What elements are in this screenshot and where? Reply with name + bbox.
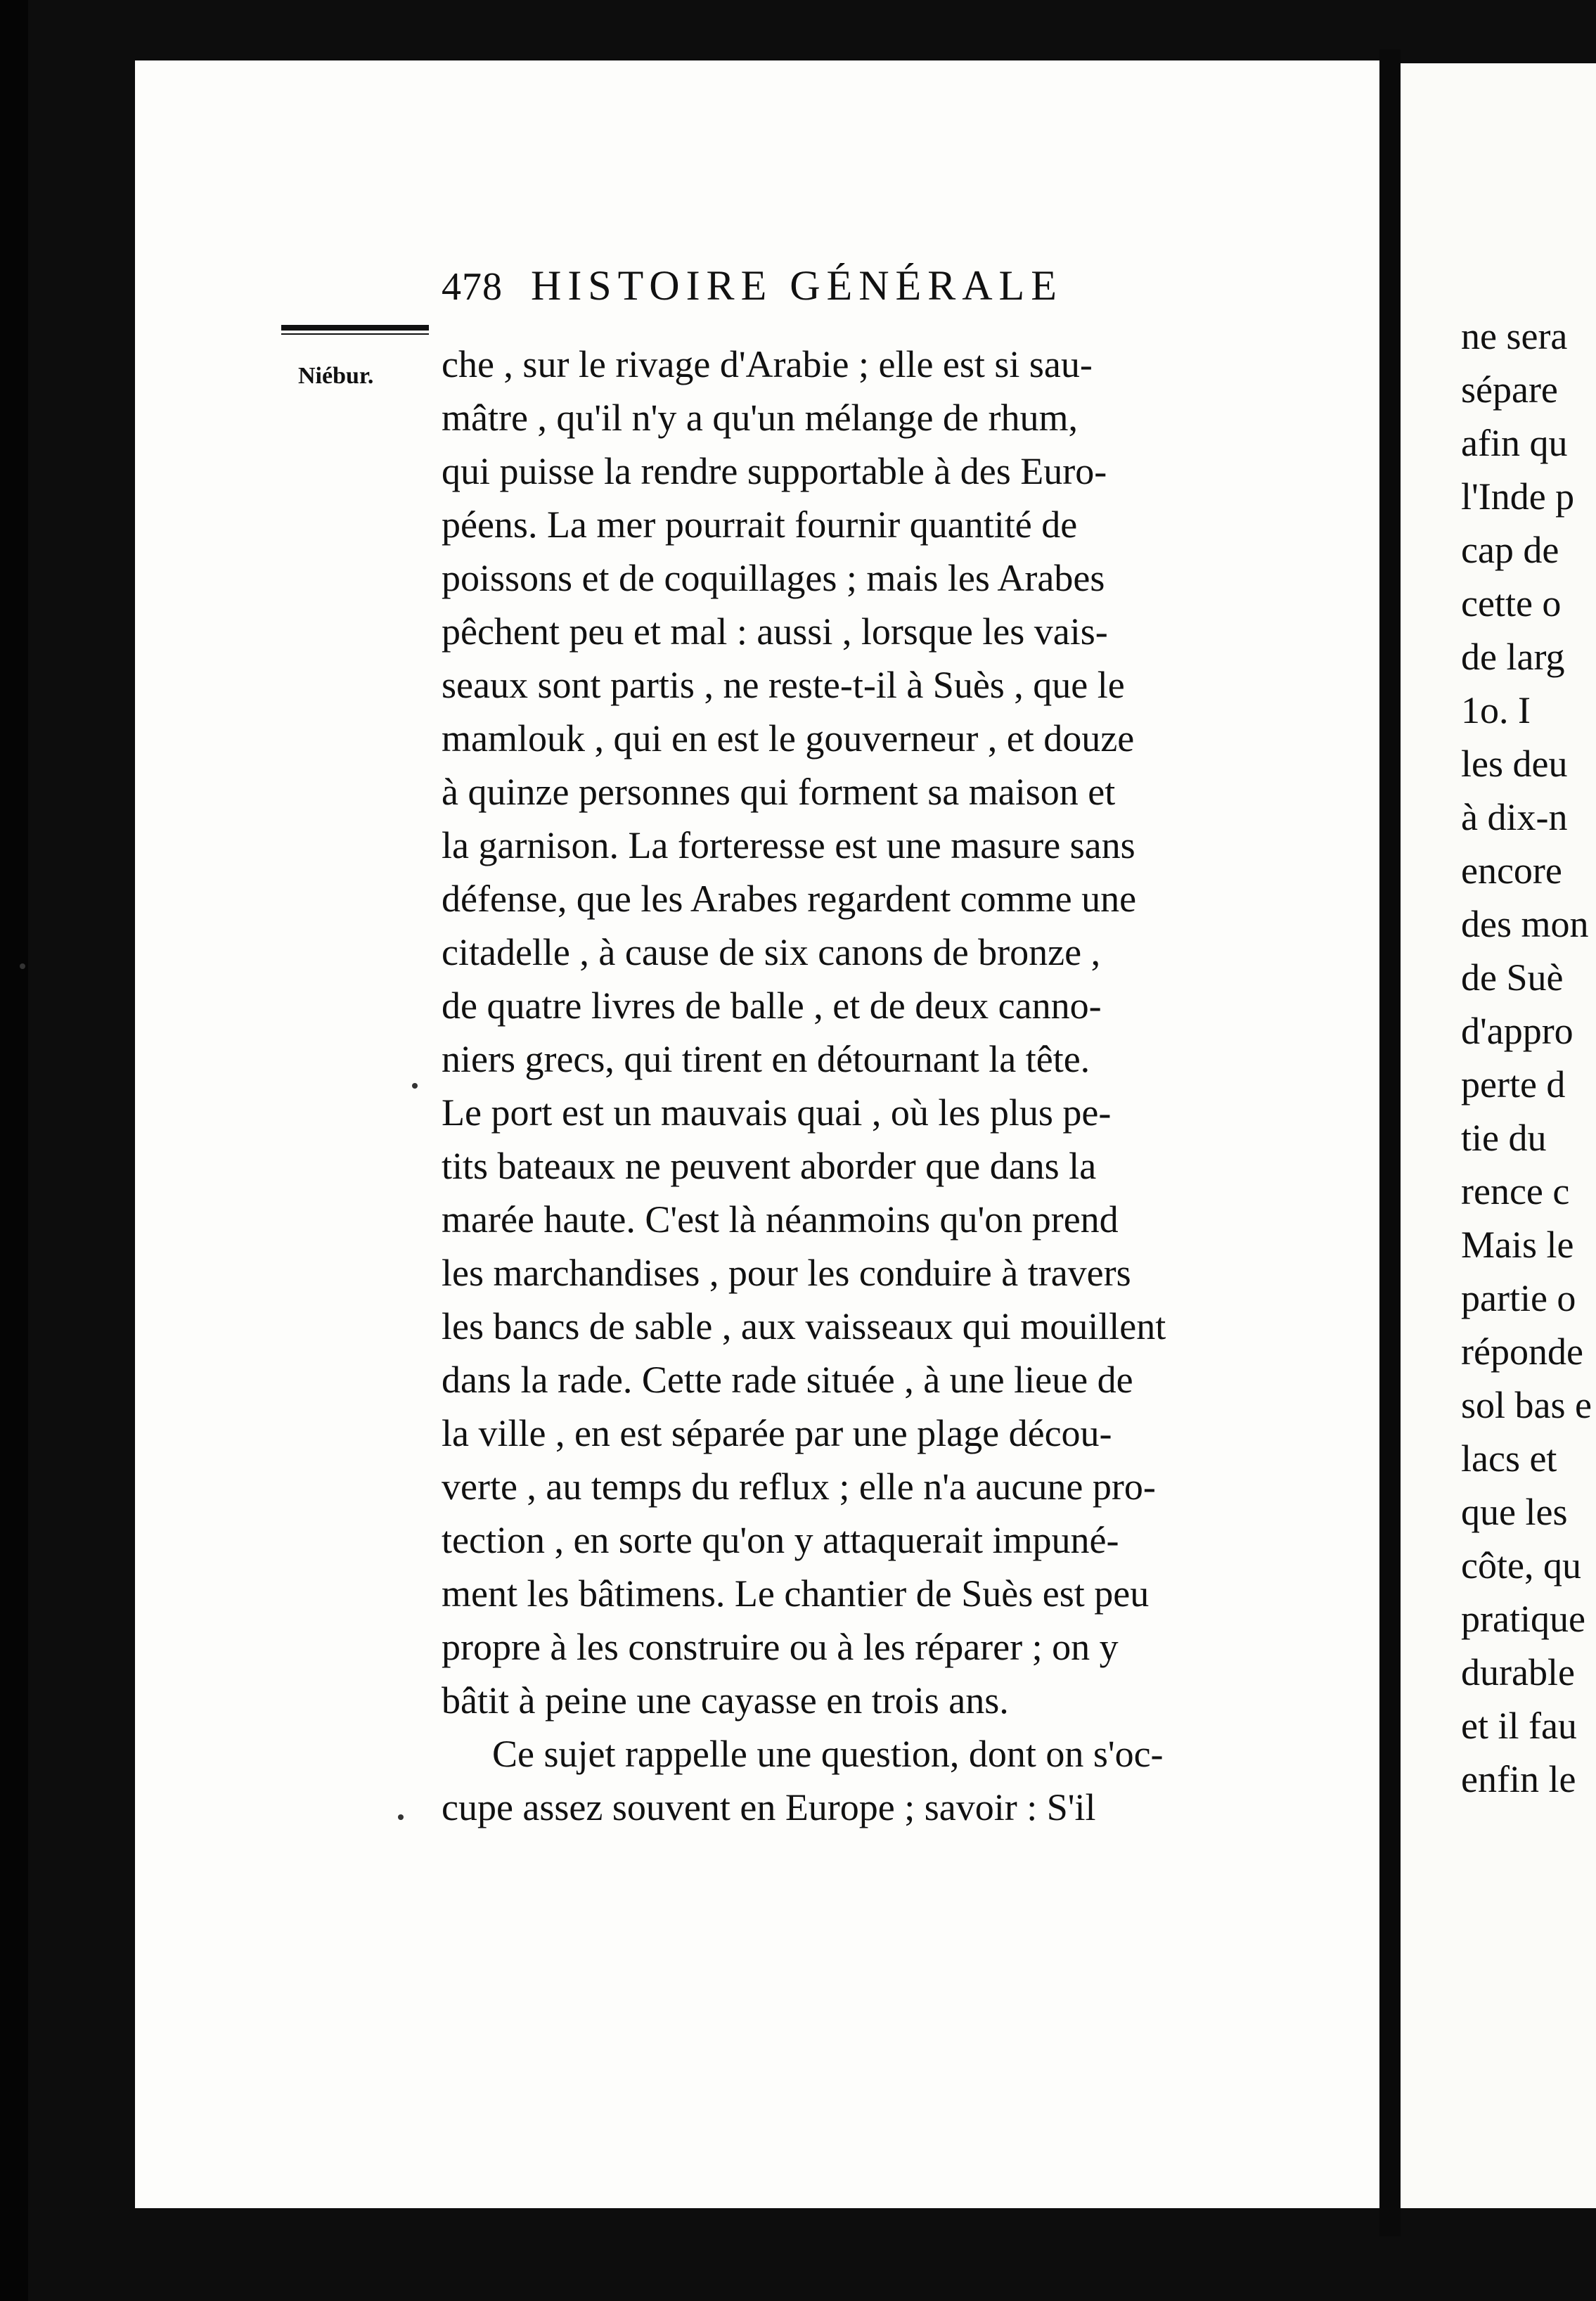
right-text-line: l'Inde p [1461, 475, 1575, 518]
text-line: la ville , en est séparée par une plage décou- [442, 1412, 1112, 1454]
right-text-line: de larg [1461, 636, 1565, 678]
right-text-line: Mais le [1461, 1224, 1574, 1266]
right-text-line: et il fau [1461, 1705, 1577, 1747]
right-text-line: afin qu [1461, 422, 1568, 464]
right-text-line: partie o [1461, 1277, 1576, 1319]
text-line: pêchent peu et mal : aussi , lorsque les vais- [442, 610, 1108, 653]
text-line: péens. La mer pourrait fournir quantité de [442, 504, 1078, 546]
page-number: 478 [442, 265, 503, 309]
text-line: marée haute. C'est là néanmoins qu'on prend [442, 1198, 1119, 1241]
scan-speck [398, 1814, 404, 1820]
right-text-line: de Suè [1461, 956, 1564, 999]
text-line: mâtre , qu'il n'y a qu'un mélange de rhum, [442, 397, 1078, 439]
right-text-line: sol bas e [1461, 1384, 1592, 1426]
text-line: les bancs de sable , aux vaisseaux qui mouillent [442, 1305, 1166, 1347]
text-line: che , sur le rivage d'Arabie ; elle est si sau- [442, 343, 1093, 385]
right-text-line: les deu [1461, 743, 1568, 785]
right-text-line: d'appro [1461, 1010, 1574, 1052]
text-line: seaux sont partis , ne reste-t-il à Suès , que le [442, 664, 1125, 706]
text-line: niers grecs, qui tirent en détournant la tête. [442, 1038, 1090, 1080]
right-text-line: lacs et [1461, 1437, 1557, 1480]
scan-speck [412, 1083, 418, 1089]
text-line: cupe assez souvent en Europe ; savoir : S'il [442, 1786, 1096, 1828]
text-line: qui puisse la rendre supportable à des Euro- [442, 450, 1107, 492]
right-text-line: rence c [1461, 1170, 1570, 1212]
right-text-line: sépare [1461, 368, 1558, 411]
right-text-line: cap de [1461, 529, 1559, 571]
right-text-line: encore [1461, 850, 1562, 892]
text-line: Ce sujet rappelle une question, dont on s'oc- [492, 1733, 1164, 1775]
margin-rule [281, 325, 429, 331]
text-line: mamlouk , qui en est le gouverneur , et douze [442, 717, 1135, 759]
text-line: de quatre livres de balle , et de deux canno- [442, 985, 1102, 1027]
scan-speck [20, 963, 25, 969]
right-text-line: côte, qu [1461, 1544, 1581, 1587]
text-line: la garnison. La forteresse est une masure sans [442, 824, 1135, 866]
text-line: ment les bâtimens. Le chantier de Suès est peu [442, 1572, 1150, 1615]
right-text-line: tie du [1461, 1117, 1547, 1159]
right-text-line: pratique [1461, 1598, 1585, 1640]
right-text-line: durable [1461, 1651, 1575, 1693]
running-title: HISTOIRE GÉNÉRALE [531, 262, 1063, 309]
text-line: verte , au temps du reflux ; elle n'a aucune pro- [442, 1466, 1156, 1508]
text-line: poissons et de coquillages ; mais les Arabes [442, 557, 1105, 599]
text-line: à quinze personnes qui forment sa maison et [442, 771, 1116, 813]
margin-rule-thin [281, 333, 429, 335]
text-line: propre à les construire ou à les réparer ; on y [442, 1626, 1119, 1668]
marginal-note: Niébur. [298, 363, 374, 389]
text-line: tits bateaux ne peuvent aborder que dans la [442, 1145, 1097, 1187]
book-gutter [1379, 49, 1401, 2236]
right-text-line: à dix-n [1461, 796, 1568, 838]
right-text-line: des mon [1461, 903, 1589, 945]
right-text-line: cette o [1461, 582, 1562, 624]
text-line: dans la rade. Cette rade située , à une lieue de [442, 1359, 1133, 1401]
right-page-text [1461, 309, 1596, 1806]
right-text-line: enfin le [1461, 1758, 1576, 1800]
right-text-line: ne sera [1461, 315, 1568, 357]
main-text [442, 338, 1349, 1834]
page-header [442, 262, 1356, 318]
right-text-line: 1o. I [1461, 689, 1531, 731]
text-line: bâtit à peine une cayasse en trois ans. [442, 1679, 1009, 1722]
right-text-line: réponde [1461, 1331, 1583, 1373]
right-text-line: que les [1461, 1491, 1568, 1533]
text-line: les marchandises , pour les conduire à travers [442, 1252, 1131, 1294]
right-text-line: perte d [1461, 1063, 1566, 1105]
text-line: Le port est un mauvais quai , où les plus pe- [442, 1091, 1112, 1134]
text-line: citadelle , à cause de six canons de bronze , [442, 931, 1101, 973]
text-line: défense, que les Arabes regardent comme une [442, 878, 1137, 920]
left-binding-edge [0, 0, 28, 2301]
text-line: tection , en sorte qu'on y attaquerait impuné- [442, 1519, 1119, 1561]
